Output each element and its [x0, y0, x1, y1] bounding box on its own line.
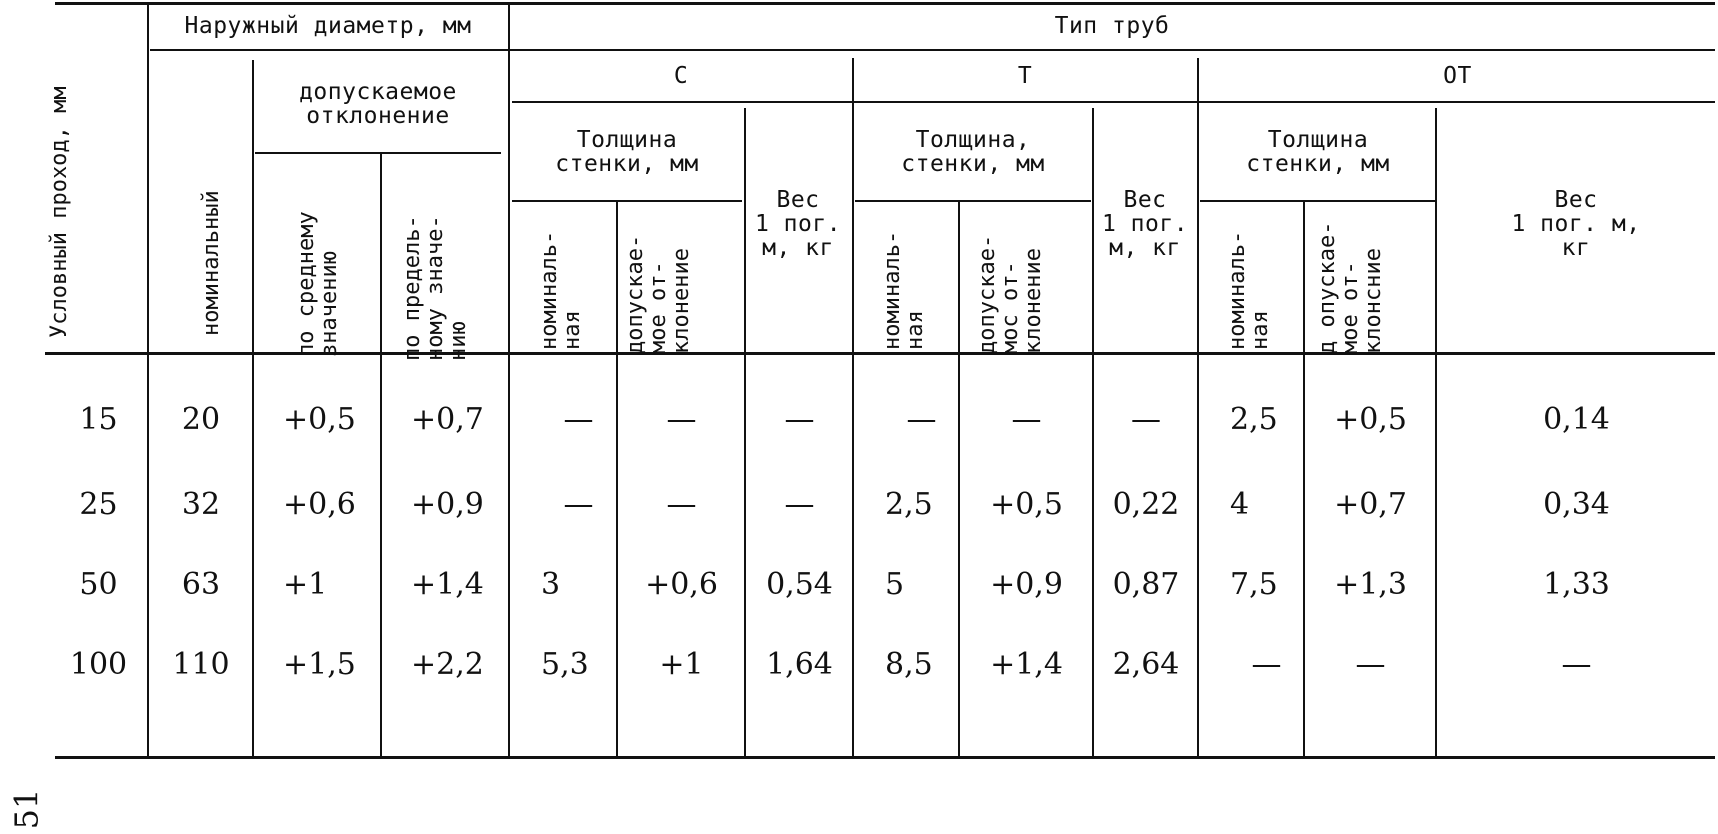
table-cell: +0,6	[645, 567, 718, 602]
table-cell: 3	[541, 567, 561, 602]
table-cell: —	[666, 487, 697, 522]
table-cell: —	[1131, 402, 1161, 437]
header-c-dopusk: допускае- мое от- клонение	[623, 234, 695, 354]
table-cell: +0,7	[1334, 487, 1407, 522]
vline-4	[508, 4, 510, 756]
table-cell: 1,64	[766, 647, 833, 682]
table-cell: +0,5	[990, 487, 1063, 522]
table-cell: +0,5	[283, 402, 356, 437]
vline-8	[958, 202, 960, 756]
table-cell: —	[906, 402, 937, 437]
rule-under-types	[512, 101, 1715, 103]
header-ot-thickness: Толщина стенки, мм	[1246, 127, 1390, 178]
vline-5	[616, 202, 618, 756]
table-cell: +1,4	[990, 647, 1063, 682]
rule-under-thickness-t	[855, 200, 1091, 202]
table-cell: 5	[885, 567, 905, 602]
table-cell: 110	[172, 647, 230, 682]
table-cell: 4	[1230, 487, 1250, 522]
vline-10	[1197, 58, 1199, 756]
table-cell: +2,2	[411, 647, 484, 682]
table-cell: +0,7	[411, 402, 484, 437]
table-cell: —	[1561, 647, 1592, 682]
table-cell: 5,3	[541, 647, 589, 682]
rule-under-thickness-ot	[1200, 200, 1436, 202]
vline-11	[1303, 202, 1305, 756]
table-cell: +0,6	[283, 487, 356, 522]
table-cell: 0,87	[1112, 567, 1180, 602]
header-nominal-diameter: номинальный	[199, 190, 224, 336]
header-ot-dopusk: д опускае- мое от- клонсние	[1315, 221, 1387, 354]
table-cell: 0,22	[1112, 487, 1180, 522]
header-type-t: Т	[1017, 63, 1033, 89]
header-t-ves: Вес 1 пог. м, кг	[1101, 187, 1189, 262]
bottom-rule	[55, 756, 1715, 759]
vline-1	[147, 4, 149, 756]
table-cell: +1,4	[411, 567, 484, 602]
rule-under-dopusk	[255, 152, 501, 154]
table-cell: 2,5	[1230, 402, 1278, 437]
header-t-thickness: Толщина, стенки, мм	[901, 127, 1045, 178]
table-cell: +1,5	[283, 647, 356, 682]
header-uslovny-prohod: Условный проход, мм	[47, 86, 72, 338]
table-cell: 2,5	[885, 487, 933, 522]
vline-2	[252, 60, 254, 756]
top-rule	[55, 2, 1715, 5]
table-cell: 2,64	[1112, 647, 1180, 682]
table-cell: —	[563, 487, 594, 522]
table-cell: +0,9	[411, 487, 484, 522]
header-type-c: С	[673, 63, 689, 89]
table-cell: 25	[79, 487, 118, 522]
page-number: 51	[7, 788, 46, 830]
vline-3	[380, 152, 382, 756]
table-cell: 63	[181, 567, 221, 602]
table-cell: 1,33	[1543, 567, 1610, 602]
vline-7	[852, 58, 854, 756]
rule-under-group-headers	[150, 49, 1715, 51]
table-cell: +1	[283, 567, 328, 602]
table-cell: —	[1251, 647, 1282, 682]
table-cell: 8,5	[885, 647, 933, 682]
header-ot-ves: Вес 1 пог. м, кг	[1511, 187, 1641, 262]
table-cell: —	[666, 402, 697, 437]
header-c-ves: Вес 1 пог. м, кг	[754, 187, 842, 262]
header-t-nominal: номиналь- ная	[880, 230, 929, 350]
table-cell: 50	[79, 567, 118, 602]
table-cell: —	[1355, 647, 1386, 682]
table-cell: 0,34	[1543, 487, 1610, 522]
table-cell: +1	[659, 647, 704, 682]
header-dopusk: допускаемое отклонение	[299, 79, 457, 130]
header-po-srednemu: по среднему значению	[294, 211, 343, 357]
table-cell: 0,14	[1543, 402, 1610, 437]
header-c-thickness: Толщина стенки, мм	[555, 127, 699, 178]
table-cell: +0,9	[990, 567, 1063, 602]
header-naruzh-diameter: Наружный диаметр, мм	[184, 13, 472, 39]
table-cell: 32	[181, 487, 221, 522]
table-cell: —	[1011, 402, 1042, 437]
header-c-nominal: номиналь- ная	[537, 230, 586, 350]
header-tip-trub: Тип труб	[1054, 13, 1170, 39]
table-cell: +0,5	[1334, 402, 1407, 437]
table-cell: 7,5	[1230, 567, 1278, 602]
header-type-ot: ОТ	[1443, 63, 1472, 89]
table-cell: +1,3	[1334, 567, 1407, 602]
table-cell: 100	[69, 647, 128, 682]
table-cell: —	[784, 402, 815, 437]
rule-under-thickness	[512, 200, 742, 202]
table-cell: 15	[79, 402, 118, 437]
table-cell: 0,54	[766, 567, 833, 602]
header-ot-nominal: номиналь- ная	[1225, 230, 1274, 350]
table-cell: 20	[181, 402, 221, 437]
table-cell: —	[784, 487, 815, 522]
header-po-predel: по предель- ному значе- нию	[400, 215, 472, 361]
table-cell: —	[563, 402, 594, 437]
header-t-dopusk: допускае- мос от- клонение	[975, 234, 1047, 354]
